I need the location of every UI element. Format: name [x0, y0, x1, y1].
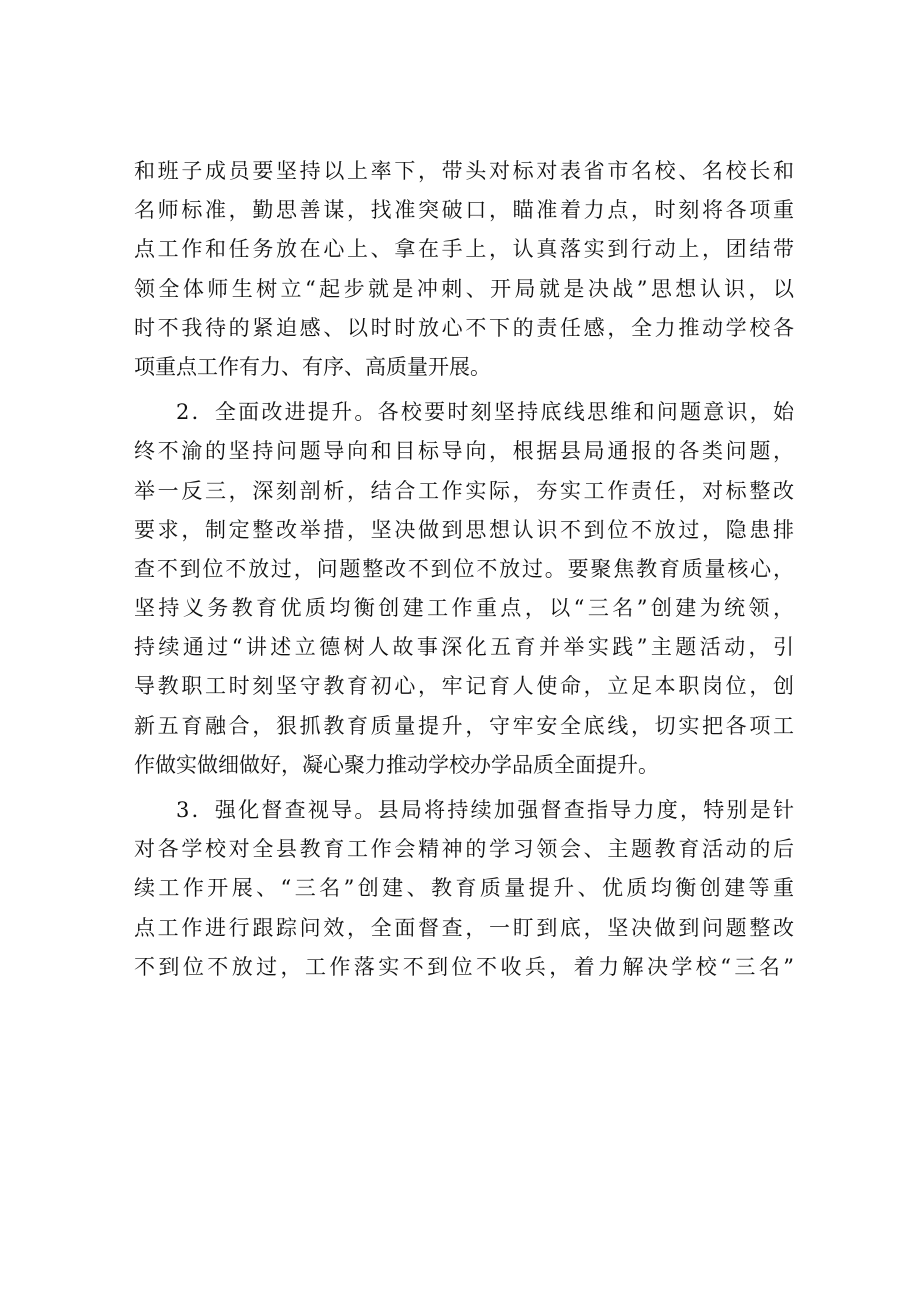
text-line: 坚持义务教育优质均衡创建工作重点，以“三名”创建为统领，: [134, 596, 794, 621]
paragraph-continuation: [134, 152, 794, 387]
text-line: 持续通过“讲述立德树人故事深化五育并举实践”主题活动，引: [134, 635, 794, 660]
text-line: 对各学校对全县教育工作会精神的学习领会、主题教育活动的后: [134, 837, 794, 862]
text-line: 领全体师生树立“起步就是冲刺、开局就是决战”思想认识，以: [134, 276, 794, 301]
text-line: 名师标准，勤思善谋，找准突破口，瞄准着力点，时刻将各项重: [134, 198, 794, 223]
text-line: 举一反三，深刻剖析，结合工作实际，夯实工作责任，对标整改: [134, 478, 794, 503]
text-line: 和班子成员要坚持以上率下，带头对标对表省市名校、名校长和: [134, 159, 794, 183]
text-line: 作做实做细做好，凝心聚力推动学校办学品质全面提升。: [134, 752, 659, 777]
text-line: 点工作和任务放在心上、拿在手上，认真落实到行动上，团结带: [134, 237, 794, 262]
text-line: 导教职工时刻坚守教育初心，牢记育人使命，立足本职岗位，创: [134, 674, 794, 699]
text-line: 项重点工作有力、有序、高质量开展。: [134, 354, 491, 379]
text-line: 续工作开展、“三名”创建、教育质量提升、优质均衡创建等重: [134, 876, 794, 901]
paragraph-item-2: [134, 393, 794, 785]
text-line: 不到位不放过，工作落实不到位不收兵，着力解决学校“三名”: [134, 954, 794, 979]
text-line: 2．全面改进提升。各校要时刻坚持底线思维和问题意识，始: [176, 400, 794, 425]
text-line: 新五育融合，狠抓教育质量提升，守牢安全底线，切实把各项工: [134, 713, 794, 738]
text-line: 点工作进行跟踪问效，全面督查，一盯到底，坚决做到问题整改: [134, 915, 794, 940]
text-line: 3．强化督查视导。县局将持续加强督查指导力度，特别是针: [176, 798, 794, 822]
text-line: 终不渝的坚持问题导向和目标导向，根据县局通报的各类问题，: [134, 439, 794, 464]
text-line: 查不到位不放过，问题整改不到位不放过。要聚焦教育质量核心，: [134, 556, 794, 581]
paragraph-item-3: [134, 791, 794, 987]
text-line: 要求，制定整改举措，坚决做到思想认识不到位不放过，隐患排: [134, 517, 794, 542]
text-line: 时不我待的紧迫感、以时时放心不下的责任感，全力推动学校各: [134, 315, 794, 340]
document-body: [134, 152, 794, 987]
